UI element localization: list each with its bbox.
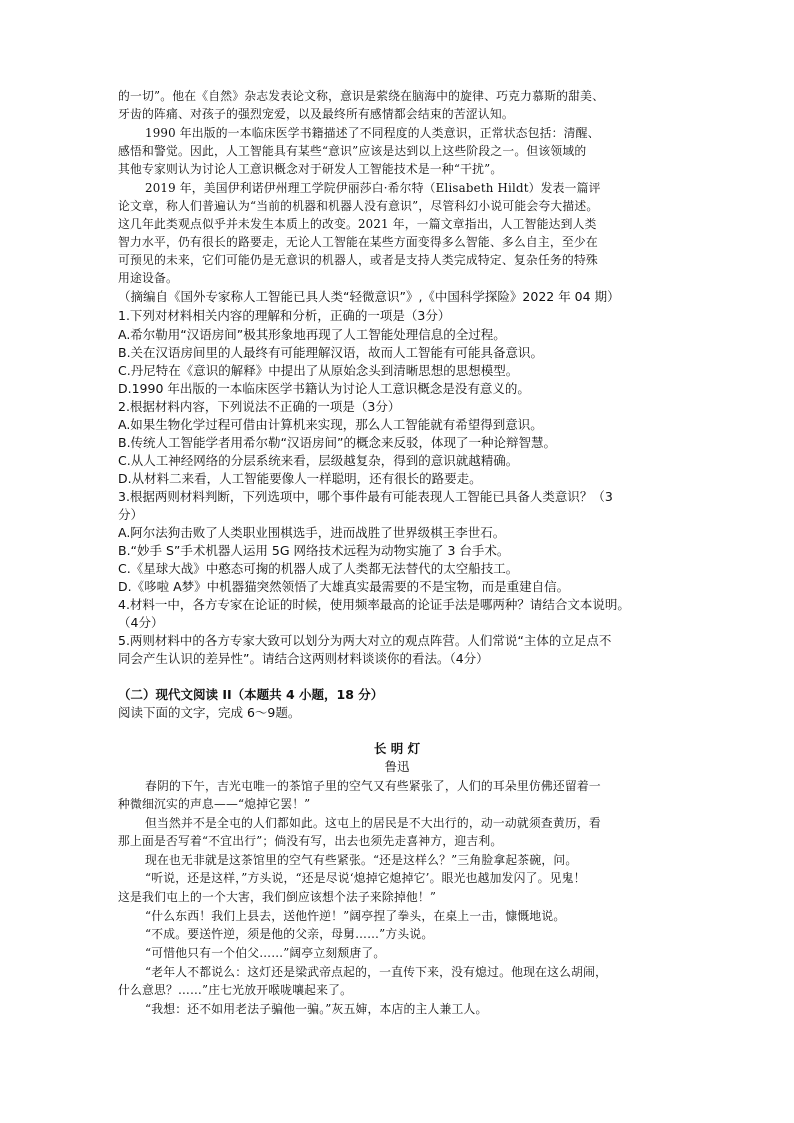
text-line: A.如果生物化学过程可借由计算机来实现，那么人工智能就有希望得到意识。 (118, 417, 543, 432)
text-line: “老年人不都说么：这灯还是梁武帝点起的，一直传下来，没有熄过。他现在这么胡闹， (145, 965, 608, 979)
text-line: 可预见的未来，它们可能仍是无意识的机器人，或者是支持人类完成特定、复杂任务的特殊 (118, 253, 598, 267)
text-line: D.1990 年出版的一本临床医学书籍认为讨论人工意识概念是没有意义的。 (118, 381, 530, 396)
text-line: C.从人工神经网络的分层系统来看，层级越复杂，得到的意识就越精确。 (118, 453, 519, 468)
text-line: C.丹尼特在《意识的解释》中提出了从原始念头到清晰思想的思想模型。 (118, 363, 519, 378)
text-line: 分） (118, 507, 144, 522)
text-line: D.从材料二来看，人工智能要像人一样聪明，还有很长的路要走。 (118, 471, 482, 486)
text-line: 用途设备。 (118, 271, 178, 285)
text-line: B.传统人工智能学者用希尔勒“汉语房间”的概念来反驳，体现了一种论辩智慧。 (118, 435, 557, 450)
text-line: 3.根据两则材料判断，下列选项中，哪个事件最有可能表现人工智能已具备人类意识？（3 (118, 489, 613, 504)
text-line: “可惜他只有一个伯父……”阔亭立刻颓唐了。 (145, 946, 386, 960)
text-line: 春阴的下午，吉光屯唯一的茶馆子里的空气又有些紧张了，人们的耳朵里仿佛还留着一 (145, 779, 601, 793)
text-line: “我想：还不如用老法子骗他一骗。”灰五婶，本店的主人兼工人。 (145, 1002, 488, 1016)
text-line: 的一切”。他在《自然》杂志发表论文称，意识是萦绕在脑海中的旋律、巧克力慕斯的甜美、 (118, 89, 605, 103)
text-line: “听说，还是这样，”方头说，“还是尽说‘熄掉它熄掉它’。眼光也越加发闪了。见鬼！ (145, 871, 586, 885)
centered-heading-line: 鲁迅 (384, 759, 410, 774)
text-line: B.“妙手 S”手术机器人运用 5G 网络技术远程为动物实施了 3 台手术。 (118, 543, 510, 558)
text-line: 感悟和警觉。因此，人工智能具有某些“意识”应该是达到以上这些阶段之一。但该领域的 (118, 144, 587, 158)
text-line: 2.根据材料内容，下列说法不正确的一项是（3分） (118, 399, 401, 414)
text-line: 5.两则材料中的各方专家大致可以划分为两大对立的观点阵营。人们常说“主体的立足点不 (118, 633, 612, 648)
text-line: （摘编自《国外专家称人工智能已具人类“轻微意识”》,《中国科学探险》2022 年 04 期） (118, 289, 620, 304)
text-line: D.《哆啦 A梦》中机器猫突然领悟了大雄真实最需要的不是宝物，而是重建自信。 (118, 579, 570, 594)
text-line: 这几年此类观点似乎并未发生本质上的改变。2021 年，一篇文章指出，人工智能达到人类 (118, 217, 597, 231)
centered-heading-line: 长 明 灯 (373, 741, 421, 756)
text-line: 论文章，称人们普遍认为“当前的机器和机器人没有意识”，尽管科幻小说可能会夸大描述。 (118, 199, 599, 213)
text-line: （4分） (118, 615, 164, 630)
text-line: 1.下列对材料相关内容的理解和分析，正确的一项是（3分） (118, 308, 451, 323)
text-line: C.《星球大战》中憨态可掬的机器人成了人类都无法替代的太空船技工。 (118, 561, 519, 576)
text-line: 种微细沉实的声息——“熄掉它罢！” (118, 797, 311, 811)
text-line: 1990 年出版的一本临床医学书籍描述了不同程度的人类意识，正常状态包括：清醒、 (145, 126, 600, 140)
text-line: 什么意思？……”庄七光放开喉咙嚷起来了。 (118, 983, 353, 997)
text-line: 其他专家则认为讨论人工意识概念对于研发人工智能技术是一种“干扰”。 (118, 162, 503, 176)
text-line: 4.材料一中，各方专家在论证的时候，使用频率最高的论证手法是哪两种？请结合文本说明。 (118, 597, 630, 612)
text-line: B.关在汉语房间里的人最终有可能理解汉语，故而人工智能有可能具备意识。 (118, 345, 544, 360)
text-line: 但当然并不是全屯的人们都如此。这屯上的居民是不大出行的，动一动就须查黄历，看 (145, 816, 601, 830)
text-line: 现在也无非就是这茶馆里的空气有些紧张。“还是这样么？”三角脸拿起茶碗，问。 (145, 853, 578, 867)
text-line: 2019 年，美国伊利诺伊州理工学院伊丽莎白·希尔特（Elisabeth Hildt）发表一篇评 (145, 181, 601, 195)
text-line: 阅读下面的文字，完成 6～9题。 (118, 705, 301, 720)
text-line: “什么东西！我们上县去，送他忤逆！”阔亭捏了拳头，在桌上一击，慷慨地说。 (145, 909, 566, 923)
text-line: “不成。要送忤逆，须是他的父亲，母舅……”方头说。 (145, 927, 434, 941)
text-line: 牙齿的阵痛、对孩子的强烈宠爱，以及最终所有感情都会结束的苦涩认知。 (118, 107, 514, 121)
text-line: 这是我们屯上的一个大害，我们倒应该想个法子来除掉他！” (118, 890, 437, 904)
text-line: A.希尔勒用“汉语房间”极其形象地再现了人工智能处理信息的全过程。 (118, 327, 506, 342)
text-line: 智力水平，仍有很长的路要走，无论人工智能在某些方面变得多么智能、多么自主，至少在 (118, 235, 598, 249)
text-line: 同会产生认识的差异性”。请结合这两则材料谈谈你的看法。（4分） (118, 651, 489, 666)
text-line: 那上面是否写着“不宜出行”；倘没有写，出去也须先走喜神方，迎吉利。 (118, 834, 503, 848)
text-line: （二）现代文阅读 II（本题共 4 小题，18 分） (118, 687, 384, 702)
text-line: A.阿尔法狗击败了人类职业围棋选手，进而战胜了世界级棋王李世石。 (118, 525, 506, 540)
